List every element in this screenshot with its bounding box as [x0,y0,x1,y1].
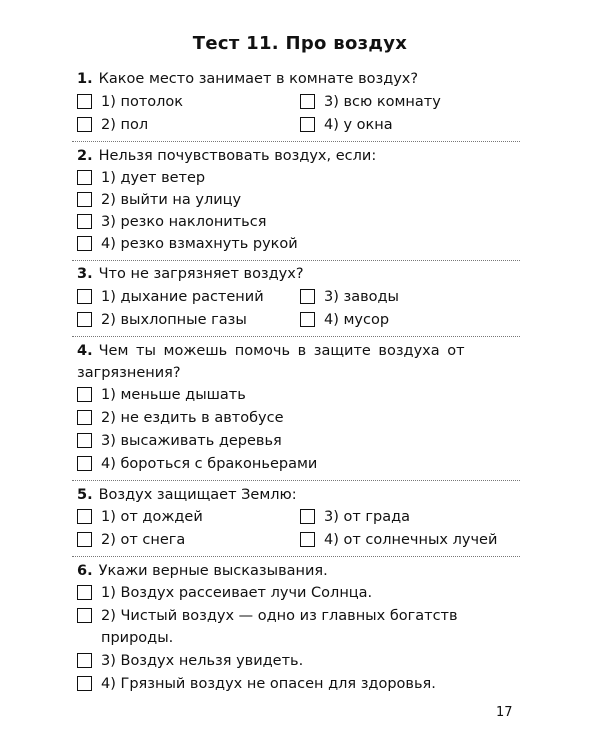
question-4-text: 4. Чем ты можешь помочь в защите воздуха от загрязнения? [77,343,465,381]
checkbox[interactable] [77,585,92,600]
checkbox[interactable] [77,608,92,623]
divider [72,141,520,142]
question-1-text: 1. Какое место занимает в комнате воздух? [77,71,419,87]
question-6-text: 6. Укажи верные высказывания. [77,563,328,579]
divider [72,336,520,337]
checkbox[interactable] [77,289,92,304]
checkbox[interactable] [77,192,92,207]
checkbox[interactable] [77,387,92,402]
checkbox[interactable] [300,289,315,304]
checkbox[interactable] [77,94,92,109]
worksheet-page: Тест 11. Про воздух 1. Какое место занимает в комнате воздух? 1) потолок 2) пол 3) всю комнату 4) у окна 2. Нельзя почувствовать воздух, если: 1) дует ветер 2) выйти на улицу 3) резко наклониться 4) резко взмахнуть рукой 3. Что не загрязняет воздух? 1) дыхание растений 2) выхлопные газы 3) заводы 4) мусор 4. Чем ты можешь помочь в защите воздуха от загрязнения? 1) меньше дышать 2) не ездить в автобусе 3) высаживать деревья 4) бороться с браконьерами 5. Воздух защищает Землю: 1) от дождей 2) от снега 3) от града 4) от солнечных лучей 6. Укажи верные высказывания. 1) Воздух рассеивает лучи Солнца. 2) Чистый воздух — одно из главных богатств природы. 3) Воздух нельзя увидеть. 4) Грязный воздух не опасен для здоровья. 17 [0,0,600,750]
page-number: 17 [496,705,513,720]
checkbox[interactable] [77,653,92,668]
checkbox[interactable] [77,676,92,691]
checkbox[interactable] [77,433,92,448]
question-3-text: 3. Что не загрязняет воздух? [77,266,304,282]
checkbox[interactable] [300,509,315,524]
checkbox[interactable] [77,509,92,524]
checkbox[interactable] [77,214,92,229]
checkbox[interactable] [300,117,315,132]
checkbox[interactable] [77,532,92,547]
checkbox[interactable] [300,94,315,109]
checkbox[interactable] [77,170,92,185]
checkbox[interactable] [300,312,315,327]
checkbox[interactable] [77,236,92,251]
question-5-text: 5. Воздух защищает Землю: [77,487,297,503]
divider [72,260,520,261]
checkbox[interactable] [77,410,92,425]
option-6-2[interactable]: 2) Чистый воздух — одно из главных богатств природы. [77,605,517,649]
checkbox[interactable] [77,312,92,327]
divider [72,480,520,481]
checkbox[interactable] [77,117,92,132]
question-2-text: 2. Нельзя почувствовать воздух, если: [77,148,377,164]
checkbox[interactable] [300,532,315,547]
page-title: Тест 11. Про воздух [192,33,408,54]
divider [72,556,520,557]
checkbox[interactable] [77,456,92,471]
